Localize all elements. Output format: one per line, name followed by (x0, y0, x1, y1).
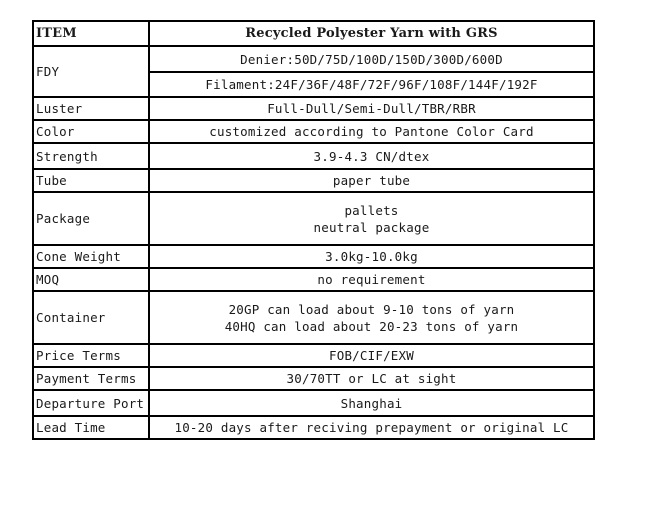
row-value-color: customized according to Pantone Color Card (149, 120, 594, 143)
row-value-moq: no requirement (149, 268, 594, 291)
row-label-lead-time: Lead Time (33, 416, 149, 439)
table-row-departure-port (33, 390, 594, 416)
row-value-price-terms: FOB/CIF/EXW (149, 344, 594, 367)
table-row-lead-time (33, 416, 594, 439)
row-value-container (149, 291, 594, 344)
table-row-container (33, 291, 594, 344)
product-spec-table (32, 20, 595, 440)
table-row-luster (33, 97, 594, 120)
container-line-2: 40HQ can load about 20-23 tons of yarn (224, 318, 519, 334)
container-line-1: 20GP can load about 9-10 tons of yarn (228, 301, 515, 317)
row-value-tube: paper tube (149, 169, 594, 192)
row-label-cone-weight: Cone Weight (33, 245, 149, 268)
row-value-luster: Full-Dull/Semi-Dull/TBR/RBR (149, 97, 594, 120)
table-row-cone-weight (33, 245, 594, 268)
row-label-container: Container (33, 291, 149, 344)
row-label-package: Package (33, 192, 149, 245)
table-row-strength (33, 143, 594, 169)
header-item-label: ITEM (33, 21, 149, 46)
table-row-payment-terms (33, 367, 594, 390)
table-row-tube (33, 169, 594, 192)
table-row-color (33, 120, 594, 143)
row-value-departure-port: Shanghai (149, 390, 594, 416)
row-value-strength: 3.9-4.3 CN/dtex (149, 143, 594, 169)
row-label-departure-port: Departure Port (33, 390, 149, 416)
row-label-luster: Luster (33, 97, 149, 120)
row-value-lead-time: 10-20 days after reciving prepayment or original LC (149, 416, 594, 439)
package-line-1: pallets (344, 202, 399, 218)
row-label-tube: Tube (33, 169, 149, 192)
row-value-fdy-filament: Filament:24F/36F/48F/72F/96F/108F/144F/192F (149, 72, 594, 97)
package-line-2: neutral package (313, 219, 430, 235)
row-label-price-terms: Price Terms (33, 344, 149, 367)
table-row-moq (33, 268, 594, 291)
row-label-moq: MOQ (33, 268, 149, 291)
row-value-package (149, 192, 594, 245)
row-label-fdy: FDY (33, 46, 149, 97)
table-header-row (33, 21, 594, 46)
row-value-payment-terms: 30/70TT or LC at sight (149, 367, 594, 390)
row-value-cone-weight: 3.0kg-10.0kg (149, 245, 594, 268)
table-row-package (33, 192, 594, 245)
table-row-price-terms (33, 344, 594, 367)
row-label-payment-terms: Payment Terms (33, 367, 149, 390)
table-row-fdy (33, 46, 594, 72)
row-value-fdy-denier: Denier:50D/75D/100D/150D/300D/600D (149, 46, 594, 72)
row-label-color: Color (33, 120, 149, 143)
header-product-title: Recycled Polyester Yarn with GRS (149, 21, 594, 46)
row-label-strength: Strength (33, 143, 149, 169)
